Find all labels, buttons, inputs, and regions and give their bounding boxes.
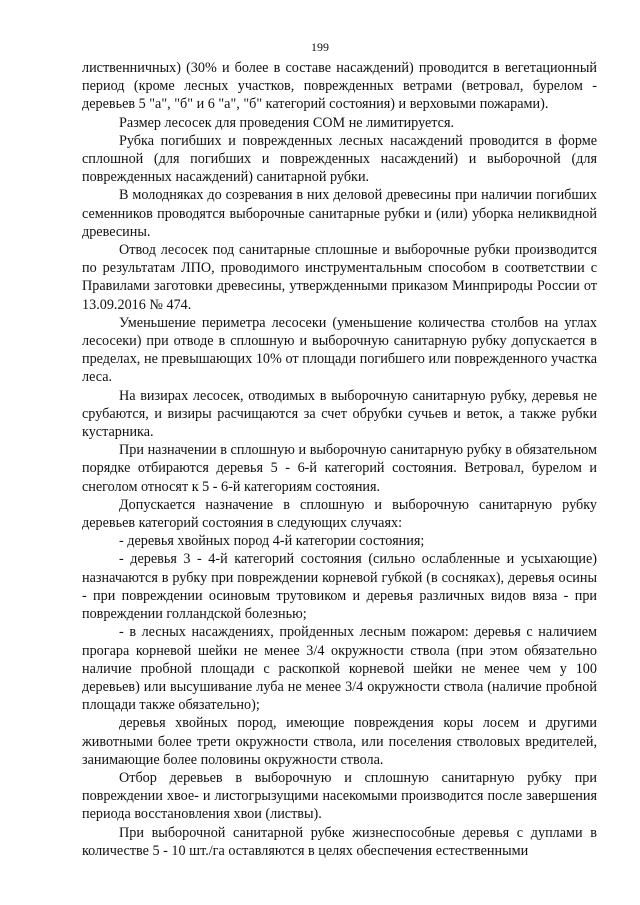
paragraph: Отбор деревьев в выборочную и сплошную санитарную рубку при повреждении хвое- и листогрызущими насекомыми производится после завершения периода восстановления хвои (листвы). <box>82 769 597 823</box>
paragraph: На визирах лесосек, отводимых в выборочную санитарную рубку, деревья не срубаются, и визиры расчищаются за счет обрубки сучьев и веток, а также рубки кустарника. <box>82 387 597 441</box>
paragraph: Размер лесосек для проведения СОМ не лимитируется. <box>119 114 455 131</box>
paragraph: Уменьшение периметра лесосеки (уменьшение количества столбов на углах лесосеки) при отводе в сплошную и выборочную санитарную рубку допускается в пределах, не превышающих 10% от площади погибшего или поврежденного участка леса. <box>82 314 597 386</box>
paragraph: Отвод лесосек под санитарные сплошные и выборочные рубки производится по результатам ЛПО, проводимого инструментальным способом в соответствии с Правилами заготовки древесины, утвержденными приказом Минприроды России от 13.09.2016 № 474. <box>82 242 597 313</box>
list-item: деревья хвойных пород, имеющие повреждения коры лосем и другими животными более трети окружности ствола, или поселения стволовых вредителей, занимающие более половины окружности ствола. <box>82 715 597 768</box>
document-body <box>82 59 597 860</box>
paragraph: При назначении в сплошную и выборочную санитарную рубку в обязательном порядке отбираются деревья 5 - 6-й категорий состояния. Ветровал, бурелом и снеголом относят к 5 - 6-й категориям состояния. <box>82 442 597 495</box>
list-item: - деревья хвойных пород 4-й категории состояния; <box>119 533 425 550</box>
page-number: 199 <box>311 40 329 54</box>
list-item: - деревья 3 - 4-й категорий состояния (сильно ослабленные и усыхающие) назначаются в рубку при повреждении корневой губкой (в сосняках), деревья осины - при повреждении осиновым трутовиком и деревья различных видов вяза - при повреждении голландской болезнью; <box>82 551 597 623</box>
paragraph: При выборочной санитарной рубке жизнеспособные деревья с дуплами в количестве 5 - 10 шт./га оставляются в целях обеспечения естественными <box>82 824 597 859</box>
list-item: - в лесных насаждениях, пройденных лесным пожаром: деревья с наличием прогара корневой шейки не менее 3/4 окружности ствола (при этом обязательно наличие пробной площади с раскопкой корневой шейки не менее чем у 100 деревьев) или высушивание луба не менее 3/4 окружности ствола (наличие пробной площади также обязательно); <box>82 624 597 714</box>
paragraph: В молодняках до созревания в них деловой древесины при наличии погибших семенников проводятся выборочные санитарные рубки и (или) уборка неликвидной древесины. <box>82 187 597 240</box>
paragraph-continuation: лиственничных) (30% и более в составе насаждений) проводится в вегетационный период (кроме лесных участков, поврежденных ветрами (ветровал, бурелом - деревьев 5 "а", "б" и 6 "а", "б" категорий состояния) и верховыми пожарами). <box>82 60 597 113</box>
paragraph: Рубка погибших и поврежденных лесных насаждений проводится в форме сплошной (для погибших и поврежденных насаждений) и выборочной (для поврежденных насаждений) санитарной рубки. <box>82 132 597 186</box>
paragraph: Допускается назначение в сплошную и выборочную санитарную рубку деревьев категорий состояния в следующих случаях: <box>82 496 597 532</box>
